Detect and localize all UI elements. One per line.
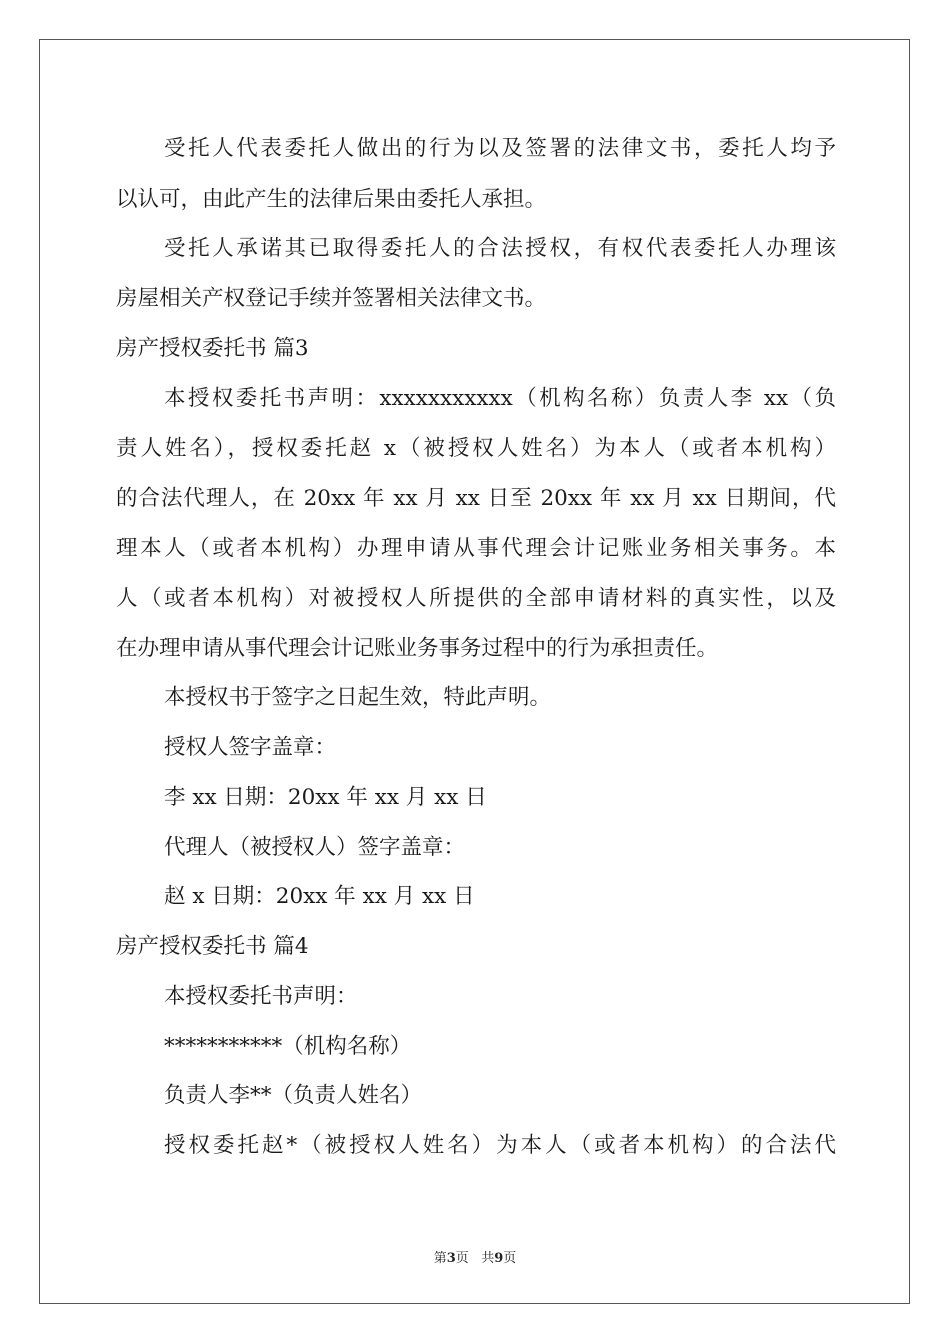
- section-heading: 房产授权委托书 篇4: [116, 934, 309, 959]
- paragraph-line: 本授权委托书声明：xxxxxxxxxxx（机构名称）负责人李 xx（负: [164, 386, 836, 411]
- section-heading: 房产授权委托书 篇3: [116, 336, 309, 361]
- paragraph-line: 受托人代表委托人做出的行为以及签署的法律文书，委托人均予: [164, 136, 836, 161]
- page-footer: [0, 1247, 950, 1266]
- paragraph-line: 责人姓名），授权委托赵 x（被授权人姓名）为本人（或者本机构）: [116, 436, 836, 461]
- total-page-count: 9: [494, 1251, 504, 1266]
- signature-label: 授权人签字盖章：: [164, 735, 337, 760]
- paragraph-line: 在办理申请从事代理会计记账业务事务过程中的行为承担责任。: [116, 636, 719, 661]
- footer-total-suffix: 页: [503, 1251, 517, 1266]
- signature-date-line: 李 xx 日期：20xx 年 xx 月 xx 日: [164, 785, 487, 810]
- current-page-number: 3: [446, 1251, 456, 1266]
- paragraph-line: 的合法代理人，在 20xx 年 xx 月 xx 日至 20xx 年 xx 月 xx 日期间，代: [116, 486, 836, 511]
- paragraph-line: 人（或者本机构）对被授权人所提供的全部申请材料的真实性，以及: [116, 586, 836, 611]
- paragraph-line: 房屋相关产权登记手续并签署相关法律文书。: [116, 286, 547, 311]
- signature-date-line: 赵 x 日期：20xx 年 xx 月 xx 日: [164, 884, 475, 909]
- paragraph-line: 理本人（或者本机构）办理申请从事代理会计记账业务相关事务。本: [116, 536, 836, 561]
- paragraph-line: 本授权书于签字之日起生效，特此声明。: [164, 685, 552, 710]
- footer-prefix: 第: [433, 1251, 447, 1266]
- paragraph-line: 负责人李**（负责人姓名）: [164, 1083, 423, 1108]
- paragraph-line: ***********（机构名称）: [164, 1034, 412, 1059]
- paragraph-line: 本授权委托书声明：: [164, 984, 358, 1009]
- paragraph-line: 授权委托赵*（被授权人姓名）为本人（或者本机构）的合法代: [164, 1133, 836, 1158]
- footer-page-suffix: 页: [455, 1251, 469, 1266]
- signature-label: 代理人（被授权人）签字盖章：: [164, 835, 466, 860]
- footer-total-prefix: 共: [481, 1251, 495, 1266]
- paragraph-line: 受托人承诺其已取得委托人的合法授权，有权代表委托人办理该: [164, 236, 836, 261]
- paragraph-line: 以认可，由此产生的法律后果由委托人承担。: [116, 187, 547, 212]
- page-border: [39, 39, 910, 1304]
